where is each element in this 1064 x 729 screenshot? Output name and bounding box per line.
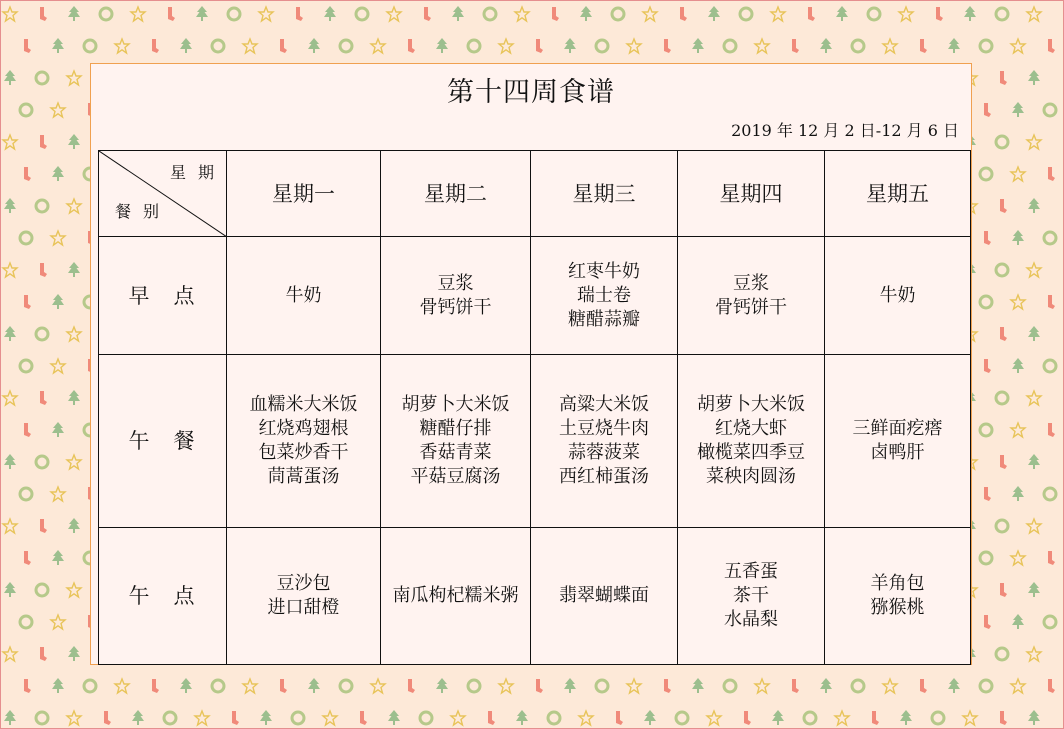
sock-icon xyxy=(936,7,943,21)
sock-icon xyxy=(872,711,879,725)
star-icon xyxy=(643,7,657,21)
star-icon xyxy=(67,327,81,341)
star-icon xyxy=(1011,551,1025,565)
sock-icon xyxy=(24,167,31,181)
wreath-icon xyxy=(980,168,992,180)
menu-cell-tue xyxy=(381,528,531,665)
wreath-icon xyxy=(548,712,560,724)
star-icon xyxy=(1011,295,1025,309)
dish-item: 瑞士卷 xyxy=(577,284,631,306)
dish-item: 牛奶 xyxy=(879,284,916,306)
meal-row-lunch xyxy=(99,355,971,528)
star-icon xyxy=(67,455,81,469)
sock-icon xyxy=(280,39,287,53)
star-icon xyxy=(1027,647,1041,661)
dish-item: 蒜蓉菠菜 xyxy=(568,442,640,463)
wreath-icon xyxy=(36,200,48,212)
wreath-icon xyxy=(36,72,48,84)
dish-item: 南瓜枸杞糯米粥 xyxy=(392,585,519,606)
tree-icon xyxy=(452,6,464,21)
sock-icon xyxy=(984,615,991,629)
star-icon xyxy=(755,39,769,53)
day-header-tue: 星期二 xyxy=(381,151,531,237)
menu-cell-fri xyxy=(825,355,971,528)
wreath-icon xyxy=(1044,232,1056,244)
dish-item: 红枣牛奶 xyxy=(568,260,640,282)
wreath-icon xyxy=(980,552,992,564)
meal-row-breakfast xyxy=(99,237,971,355)
star-icon xyxy=(3,7,17,21)
sock-icon xyxy=(984,359,991,373)
sock-icon xyxy=(40,263,47,277)
sock-icon xyxy=(1048,551,1055,565)
dish-item: 胡萝卜大米饭 xyxy=(697,394,805,415)
wreath-icon xyxy=(676,712,688,724)
sock-icon xyxy=(40,519,47,533)
dish-item: 红烧鸡翅根 xyxy=(258,418,349,439)
tree-icon xyxy=(4,454,16,469)
sock-icon xyxy=(1000,71,1007,85)
dish-item: 卤鸭肝 xyxy=(870,442,925,463)
sock-icon xyxy=(984,487,991,501)
dish-item: 三鲜面疙瘩 xyxy=(852,418,943,439)
sock-icon xyxy=(424,7,431,21)
star-icon xyxy=(835,711,849,725)
header-row xyxy=(99,151,971,237)
star-icon xyxy=(1011,167,1025,181)
star-icon xyxy=(3,135,17,149)
star-icon xyxy=(259,7,273,21)
tree-icon xyxy=(1028,710,1040,725)
tree-icon xyxy=(564,38,576,53)
tree-icon xyxy=(692,38,704,53)
dish-item: 菜秧肉圆汤 xyxy=(706,466,796,487)
dish-item: 茶干 xyxy=(733,585,769,606)
sock-icon xyxy=(984,103,991,117)
star-icon xyxy=(1027,519,1041,533)
wreath-icon xyxy=(996,136,1008,148)
tree-icon xyxy=(68,518,80,533)
wreath-icon xyxy=(340,40,352,52)
wreath-icon xyxy=(20,616,32,628)
star-icon xyxy=(371,39,385,53)
star-icon xyxy=(51,615,65,629)
wreath-icon xyxy=(100,8,112,20)
sock-icon xyxy=(232,711,239,725)
star-icon xyxy=(67,583,81,597)
menu-cell-fri xyxy=(825,528,971,665)
menu-cell-wed xyxy=(531,528,678,665)
wreath-icon xyxy=(612,8,624,20)
sock-icon xyxy=(680,7,687,21)
sock-icon xyxy=(1000,327,1007,341)
tree-icon xyxy=(580,6,592,21)
tree-icon xyxy=(692,678,704,693)
dish-item: 茼蒿蛋汤 xyxy=(267,466,340,487)
dish-item: 豆浆 xyxy=(437,272,474,294)
tree-icon xyxy=(4,326,16,341)
dish-item: 五香蛋 xyxy=(724,561,778,582)
tree-icon xyxy=(1012,230,1024,245)
wreath-icon xyxy=(740,8,752,20)
menu-table xyxy=(98,150,971,665)
wreath-icon xyxy=(980,680,992,692)
sock-icon xyxy=(40,647,47,661)
wreath-icon xyxy=(340,680,352,692)
wreath-icon xyxy=(36,712,48,724)
sock-icon xyxy=(24,295,31,309)
menu-cell-mon xyxy=(227,355,381,528)
star-icon xyxy=(771,7,785,21)
dish-item: 翡翠蝴蝶面 xyxy=(559,585,649,606)
star-icon xyxy=(515,7,529,21)
sock-icon xyxy=(1000,711,1007,725)
sock-icon xyxy=(296,7,303,21)
corner-label-weekday: 星 期 xyxy=(169,163,216,182)
sock-icon xyxy=(792,679,799,693)
tree-icon xyxy=(820,38,832,53)
sock-icon xyxy=(552,7,559,21)
tree-icon xyxy=(4,198,16,213)
wreath-icon xyxy=(356,8,368,20)
star-icon xyxy=(707,711,721,725)
tree-icon xyxy=(1028,326,1040,341)
tree-icon xyxy=(948,678,960,693)
tree-icon xyxy=(308,678,320,693)
tree-icon xyxy=(68,262,80,277)
meal-label-lunch: 午 餐 xyxy=(99,355,227,528)
wreath-icon xyxy=(724,680,736,692)
tree-icon xyxy=(68,646,80,661)
sock-icon xyxy=(536,679,543,693)
star-icon xyxy=(963,711,977,725)
tree-icon xyxy=(4,70,16,85)
dish-item: 骨钙饼干 xyxy=(715,296,787,318)
star-icon xyxy=(1027,135,1041,149)
star-icon xyxy=(1011,39,1025,53)
date-range: 2019 年 12 月 2 日-12 月 6 日 xyxy=(731,121,959,140)
dish-item: 糖醋蒜瓣 xyxy=(568,308,640,330)
dish-item: 红烧大虾 xyxy=(715,418,787,439)
sock-icon xyxy=(1000,583,1007,597)
tree-icon xyxy=(1012,614,1024,629)
sock-icon xyxy=(488,711,495,725)
sock-icon xyxy=(1048,167,1055,181)
dish-item: 糖醋仔排 xyxy=(419,418,492,439)
wreath-icon xyxy=(292,712,304,724)
dish-item: 西红柿蛋汤 xyxy=(559,466,649,487)
star-icon xyxy=(371,679,385,693)
tree-icon xyxy=(180,678,192,693)
dish-item: 血糯米大米饭 xyxy=(249,394,358,415)
menu-cell-tue xyxy=(381,237,531,355)
star-icon xyxy=(1011,423,1025,437)
wreath-icon xyxy=(980,424,992,436)
wreath-icon xyxy=(996,392,1008,404)
menu-panel xyxy=(90,63,972,665)
sock-icon xyxy=(616,711,623,725)
star-icon xyxy=(3,519,17,533)
tree-icon xyxy=(772,710,784,725)
menu-cell-thu xyxy=(678,237,825,355)
tree-icon xyxy=(388,710,400,725)
star-icon xyxy=(3,647,17,661)
corner-header-cell xyxy=(99,151,227,237)
star-icon xyxy=(51,103,65,117)
star-icon xyxy=(243,39,257,53)
sock-icon xyxy=(24,423,31,437)
day-header-thu: 星期四 xyxy=(678,151,825,237)
dish-item: 水晶梨 xyxy=(724,609,778,630)
sock-icon xyxy=(24,679,31,693)
star-icon xyxy=(67,71,81,85)
sock-icon xyxy=(40,391,47,405)
wreath-icon xyxy=(980,296,992,308)
tree-icon xyxy=(52,678,64,693)
sock-icon xyxy=(920,39,927,53)
menu-cell-tue xyxy=(381,355,531,528)
meal-label-breakfast: 早 点 xyxy=(99,237,227,355)
sock-icon xyxy=(920,679,927,693)
sock-icon xyxy=(664,679,671,693)
wreath-icon xyxy=(20,488,32,500)
sock-icon xyxy=(152,39,159,53)
sock-icon xyxy=(1048,39,1055,53)
star-icon xyxy=(883,679,897,693)
sock-icon xyxy=(792,39,799,53)
tree-icon xyxy=(836,6,848,21)
wreath-icon xyxy=(1044,360,1056,372)
dish-item: 胡萝卜大米饭 xyxy=(401,394,510,415)
wreath-icon xyxy=(868,8,880,20)
tree-icon xyxy=(1028,198,1040,213)
sock-icon xyxy=(408,679,415,693)
star-icon xyxy=(755,679,769,693)
tree-icon xyxy=(1028,582,1040,597)
tree-icon xyxy=(564,678,576,693)
star-icon xyxy=(51,359,65,373)
tree-icon xyxy=(260,710,272,725)
star-icon xyxy=(131,7,145,21)
star-icon xyxy=(3,391,17,405)
wreath-icon xyxy=(468,680,480,692)
tree-icon xyxy=(708,6,720,21)
dish-item: 进口甜橙 xyxy=(267,597,340,618)
wreath-icon xyxy=(212,680,224,692)
sock-icon xyxy=(808,7,815,21)
dish-item: 羊角包 xyxy=(870,573,925,594)
day-header-wed: 星期三 xyxy=(531,151,678,237)
dish-item: 橄榄菜四季豆 xyxy=(697,442,805,463)
sock-icon xyxy=(664,39,671,53)
dish-item: 土豆烧牛肉 xyxy=(559,418,649,439)
menu-cell-mon xyxy=(227,237,381,355)
star-icon xyxy=(627,679,641,693)
wreath-icon xyxy=(1044,104,1056,116)
wreath-icon xyxy=(804,712,816,724)
corner-label-meal: 餐 别 xyxy=(115,202,162,221)
wreath-icon xyxy=(20,104,32,116)
star-icon xyxy=(3,263,17,277)
page-title: 第十四周食谱 xyxy=(447,77,615,108)
dish-item: 豆浆 xyxy=(733,272,769,294)
star-icon xyxy=(115,679,129,693)
star-icon xyxy=(195,711,209,725)
tree-icon xyxy=(820,678,832,693)
wreath-icon xyxy=(996,520,1008,532)
wreath-icon xyxy=(724,40,736,52)
tree-icon xyxy=(68,390,80,405)
star-icon xyxy=(1027,391,1041,405)
sock-icon xyxy=(1048,295,1055,309)
star-icon xyxy=(67,199,81,213)
sock-icon xyxy=(408,39,415,53)
wreath-icon xyxy=(1044,616,1056,628)
wreath-icon xyxy=(36,456,48,468)
wreath-icon xyxy=(996,648,1008,660)
tree-icon xyxy=(68,134,80,149)
day-header-mon: 星期一 xyxy=(227,151,381,237)
sock-icon xyxy=(1000,199,1007,213)
sock-icon xyxy=(1048,679,1055,693)
star-icon xyxy=(51,487,65,501)
wreath-icon xyxy=(996,264,1008,276)
tree-icon xyxy=(308,38,320,53)
dish-item: 香菇青菜 xyxy=(419,442,492,463)
wreath-icon xyxy=(84,40,96,52)
menu-cell-thu xyxy=(678,355,825,528)
star-icon xyxy=(243,679,257,693)
meal-label-afternoon-snack: 午 点 xyxy=(99,528,227,665)
sock-icon xyxy=(152,679,159,693)
star-icon xyxy=(387,7,401,21)
tree-icon xyxy=(4,710,16,725)
wreath-icon xyxy=(20,360,32,372)
sock-icon xyxy=(1000,455,1007,469)
tree-icon xyxy=(132,710,144,725)
sock-icon xyxy=(280,679,287,693)
wreath-icon xyxy=(852,680,864,692)
star-icon xyxy=(323,711,337,725)
tree-icon xyxy=(436,678,448,693)
tree-icon xyxy=(644,710,656,725)
wreath-icon xyxy=(36,584,48,596)
star-icon xyxy=(451,711,465,725)
star-icon xyxy=(1027,7,1041,21)
wreath-icon xyxy=(228,8,240,20)
sock-icon xyxy=(984,231,991,245)
star-icon xyxy=(51,231,65,245)
tree-icon xyxy=(4,582,16,597)
day-header-fri: 星期五 xyxy=(825,151,971,237)
tree-icon xyxy=(52,38,64,53)
meal-row-afternoon-snack xyxy=(99,528,971,665)
tree-icon xyxy=(52,422,64,437)
sock-icon xyxy=(744,711,751,725)
dish-item: 猕猴桃 xyxy=(870,597,925,618)
tree-icon xyxy=(900,710,912,725)
sock-icon xyxy=(360,711,367,725)
tree-icon xyxy=(196,6,208,21)
dish-item: 平菇豆腐汤 xyxy=(410,466,501,487)
wreath-icon xyxy=(212,40,224,52)
tree-icon xyxy=(180,38,192,53)
menu-cell-wed xyxy=(531,237,678,355)
tree-icon xyxy=(516,710,528,725)
wreath-icon xyxy=(596,680,608,692)
dish-item: 牛奶 xyxy=(285,284,322,306)
wreath-icon xyxy=(164,712,176,724)
tree-icon xyxy=(948,38,960,53)
star-icon xyxy=(1011,679,1025,693)
menu-cell-fri xyxy=(825,237,971,355)
wreath-icon xyxy=(36,328,48,340)
tree-icon xyxy=(52,294,64,309)
dish-item: 骨钙饼干 xyxy=(419,296,492,318)
wreath-icon xyxy=(852,40,864,52)
star-icon xyxy=(499,39,513,53)
wreath-icon xyxy=(932,712,944,724)
sock-icon xyxy=(168,7,175,21)
menu-cell-wed xyxy=(531,355,678,528)
tree-icon xyxy=(52,550,64,565)
tree-icon xyxy=(1012,102,1024,117)
tree-icon xyxy=(324,6,336,21)
dish-item: 包菜炒香干 xyxy=(258,442,349,463)
sock-icon xyxy=(24,39,31,53)
wreath-icon xyxy=(420,712,432,724)
sock-icon xyxy=(24,551,31,565)
tree-icon xyxy=(68,6,80,21)
star-icon xyxy=(499,679,513,693)
tree-icon xyxy=(1012,486,1024,501)
wreath-icon xyxy=(468,40,480,52)
wreath-icon xyxy=(484,8,496,20)
tree-icon xyxy=(1028,70,1040,85)
tree-icon xyxy=(436,38,448,53)
star-icon xyxy=(115,39,129,53)
star-icon xyxy=(899,7,913,21)
wreath-icon xyxy=(84,680,96,692)
tree-icon xyxy=(964,6,976,21)
wreath-icon xyxy=(1044,488,1056,500)
wreath-icon xyxy=(596,40,608,52)
menu-cell-thu xyxy=(678,528,825,665)
star-icon xyxy=(67,711,81,725)
star-icon xyxy=(627,39,641,53)
star-icon xyxy=(579,711,593,725)
star-icon xyxy=(1027,263,1041,277)
sock-icon xyxy=(40,7,47,21)
sock-icon xyxy=(1048,423,1055,437)
tree-icon xyxy=(1012,358,1024,373)
sock-icon xyxy=(536,39,543,53)
sock-icon xyxy=(104,711,111,725)
wreath-icon xyxy=(20,232,32,244)
menu-cell-mon xyxy=(227,528,381,665)
star-icon xyxy=(883,39,897,53)
dish-item: 豆沙包 xyxy=(276,573,331,594)
wreath-icon xyxy=(996,8,1008,20)
tree-icon xyxy=(52,166,64,181)
dish-item: 高粱大米饭 xyxy=(559,394,649,415)
tree-icon xyxy=(1028,454,1040,469)
wreath-icon xyxy=(980,40,992,52)
sock-icon xyxy=(40,135,47,149)
